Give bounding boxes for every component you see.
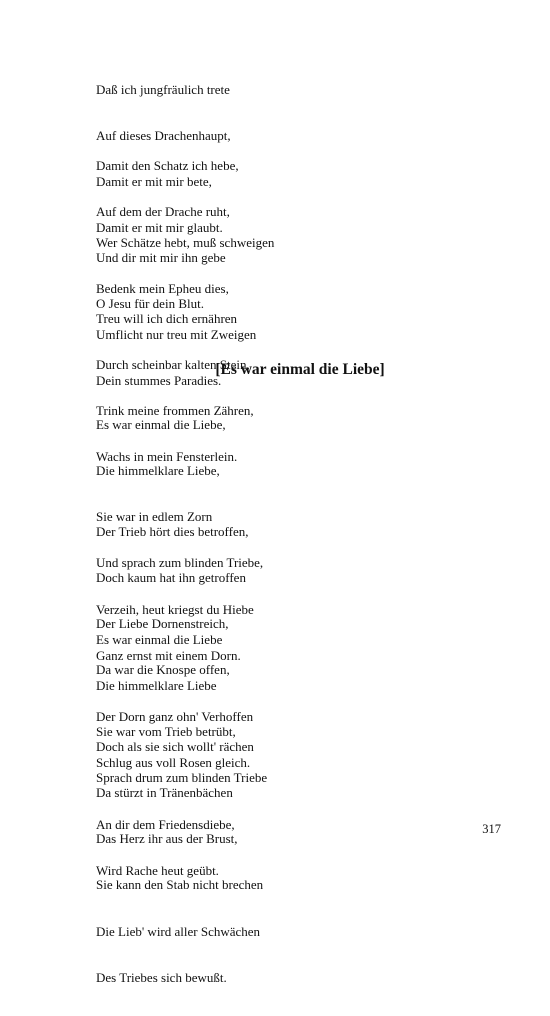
- verse-line: Wer Schätze hebt, muß schweigen: [96, 234, 275, 250]
- stanza-8: [96, 708, 263, 1016]
- verse-line: O Jesu für dein Blut.: [96, 296, 204, 312]
- verse-line: Da stürzt in Tränenbächen: [96, 785, 233, 801]
- verse-line: Des Triebes sich bewußt.: [96, 969, 227, 985]
- verse-line: Dein stummes Paradies.: [96, 373, 222, 389]
- verse-line: Da war die Knospe offen,: [96, 662, 230, 678]
- poem-title: [Es war einmal die Liebe]: [215, 361, 385, 378]
- verse-line: Der Trieb hört dies betroffen,: [96, 523, 249, 539]
- verse-line: Sie kann den Stab nicht brechen: [96, 877, 264, 893]
- verse-line: Umflicht nur treu mit Zweigen: [96, 327, 257, 343]
- verse-line: Daß ich jungfräulich trete: [96, 81, 230, 97]
- verse-line: Auf dem der Drache ruht,: [96, 204, 230, 220]
- verse-line: Damit er mit mir glaubt.: [96, 220, 223, 236]
- verse-line: Das Herz ihr aus der Brust,: [96, 831, 238, 847]
- verse-line: Damit er mit mir bete,: [96, 174, 212, 190]
- verse-line: An dir dem Friedensdiebe,: [96, 816, 235, 832]
- verse-line: Die himmelklare Liebe: [96, 678, 217, 694]
- verse-line: Verzeih, heut kriegst du Hiebe: [96, 601, 254, 617]
- verse-line: Und sprach zum blinden Triebe,: [96, 555, 264, 571]
- verse-line: Bedenk mein Epheu dies,: [96, 281, 229, 297]
- verse-line: Es war einmal die Liebe,: [96, 416, 226, 432]
- verse-line: Ganz ernst mit einem Dorn.: [96, 647, 241, 663]
- verse-line: Die Lieb' wird aller Schwächen: [96, 923, 261, 939]
- verse-line: Durch scheinbar kalten Stein,: [96, 357, 250, 373]
- verse-line: Treu will ich dich ernähren: [96, 310, 238, 326]
- verse-line: Doch als sie sich wollt' rächen: [96, 738, 254, 754]
- verse-line: Trink meine frommen Zähren,: [96, 403, 254, 419]
- verse-line: Der Dorn ganz ohn' Verhoffen: [96, 708, 254, 724]
- verse-line: Auf dieses Drachenhaupt,: [96, 128, 231, 144]
- verse-line: Schlug aus voll Rosen gleich.: [96, 754, 251, 770]
- verse-line: Sprach drum zum blinden Triebe: [96, 770, 268, 786]
- verse-line: Doch kaum hat ihn getroffen: [96, 570, 246, 586]
- verse-line: Der Liebe Dornenstreich,: [96, 616, 229, 632]
- verse-line: Wachs in mein Fensterlein.: [96, 449, 238, 465]
- verse-line: Sie war vom Trieb betrübt,: [96, 724, 236, 740]
- verse-line: Damit den Schatz ich hebe,: [96, 157, 239, 173]
- verse-line: Wird Rache heut geübt.: [96, 862, 219, 878]
- verse-line: Die himmelklare Liebe,: [96, 463, 220, 479]
- verse-line: Es war einmal die Liebe: [96, 631, 223, 647]
- verse-line: Und dir mit mir ihn gebe: [96, 250, 226, 266]
- page-number: 317: [482, 822, 501, 836]
- verse-line: Sie war in edlem Zorn: [96, 509, 213, 525]
